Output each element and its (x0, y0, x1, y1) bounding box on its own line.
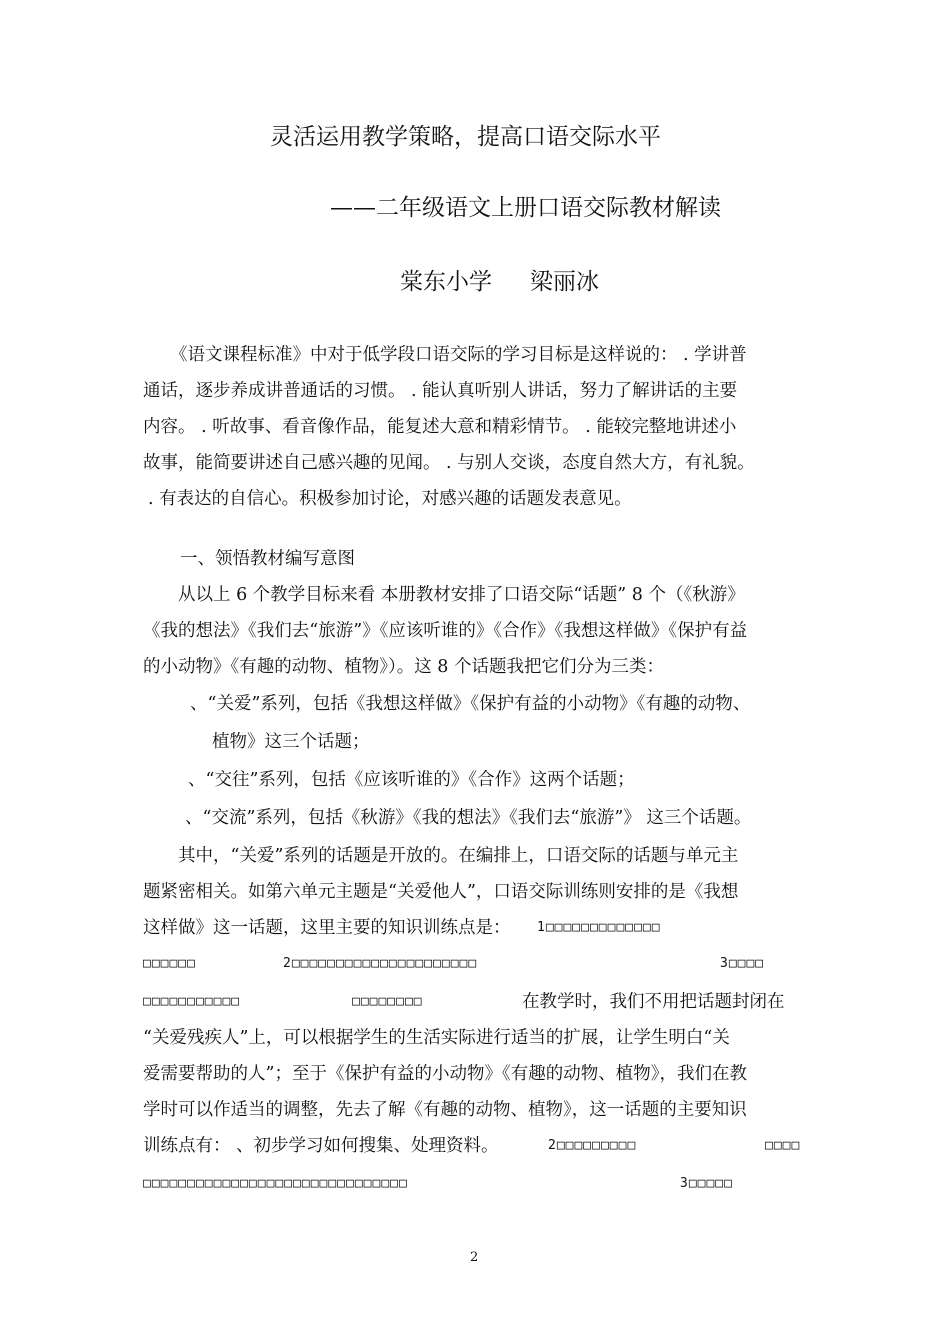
garbled-text: 2□□□□□□□□□ (548, 1138, 637, 1153)
author-line (400, 263, 599, 296)
garbled-text: □□□□□□□□□□□□□□□□□□□□□□□□□□□□□□ (143, 1176, 408, 1191)
body-line: 、“交往”系列，包括《应该听谁的》《合作》这两个话题； (188, 770, 635, 790)
body-line: 、“交流”系列，包括《秋游》《我的想法》《我们去“旅游”》 这三个话题。 (185, 808, 752, 828)
document-title: 灵活运用教学策略，提高口语交际水平 (270, 124, 661, 150)
body-line: 训练点有： 、初步学习如何搜集、处理资料。 (143, 1136, 499, 1156)
body-line: 爱需要帮助的人”；至于《保护有益的小动物》《有趣的动物、植物》，我们在教 (143, 1064, 747, 1084)
body-line: 学时可以作适当的调整，先去了解《有趣的动物、植物》，这一话题的主要知识 (143, 1100, 747, 1120)
garbled-text: □□□□□□□□ (352, 994, 423, 1009)
body-line: 《我的想法》《我们去“旅游”》《应该听谁的》《合作》《我想这样做》《保护有益 (143, 621, 748, 641)
garbled-text: 2□□□□□□□□□□□□□□□□□□□□□ (283, 956, 478, 971)
section-heading: 一、领悟教材编写意图 (180, 549, 355, 569)
body-line: 这样做》这一话题，这里主要的知识训练点是： (143, 918, 511, 938)
garbled-text: 1□□□□□□□□□□□□□ (537, 920, 661, 935)
author-school: 棠东小学 (400, 269, 492, 295)
body-line: 题紧密相关。如第六单元主题是“关爱他人”，口语交际训练则安排的是《我想 (143, 882, 739, 902)
garbled-text: 3□□□□□ (680, 1176, 733, 1191)
document-subtitle: ——二年级语文上册口语交际教材解读 (330, 195, 721, 221)
garbled-text: □□□□ (765, 1138, 801, 1153)
garbled-text: □□□□□□□□□□□ (143, 994, 241, 1009)
intro-line: 通话，逐步养成讲普通话的习惯。 . 能认真听别人讲话，努力了解讲话的主要 (143, 381, 738, 401)
body-line: “关爱残疾人”上，可以根据学生的生活实际进行适当的扩展，让学生明白“关 (143, 1028, 730, 1048)
body-line: 在教学时，我们不用把话题封闭在 (522, 992, 785, 1012)
body-line: 的小动物》《有趣的动物、植物》）。这 8 个话题我把它们分为三类： (143, 657, 665, 677)
body-line: 其中，“关爱”系列的话题是开放的。在编排上，口语交际的话题与单元主 (178, 846, 739, 866)
intro-line: 内容。 . 听故事、看音像作品，能复述大意和精彩情节。 . 能较完整地讲述小 (143, 417, 737, 437)
body-line: 从以上 6 个教学目标来看 本册教材安排了口语交际“话题” 8 个（《秋游》 (178, 585, 745, 605)
garbled-text: 3□□□□ (720, 956, 765, 971)
body-line: 、“关爱”系列，包括《我想这样做》《保护有益的小动物》《有趣的动物、 (190, 694, 751, 714)
garbled-text: □□□□□□ (143, 956, 196, 971)
intro-line: 《语文课程标准》中对于低学段口语交际的学习目标是这样说的： . 学讲普 (170, 345, 747, 365)
page-number: 2 (470, 1250, 479, 1265)
intro-line: 故事，能简要讲述自己感兴趣的见闻。 . 与别人交谈，态度自然大方，有礼貌。 (143, 453, 755, 473)
author-name: 梁丽冰 (530, 269, 599, 295)
intro-line: . 有表达的自信心。积极参加讨论，对感兴趣的话题发表意见。 (148, 489, 632, 509)
body-line: 植物》这三个话题； (212, 732, 370, 752)
